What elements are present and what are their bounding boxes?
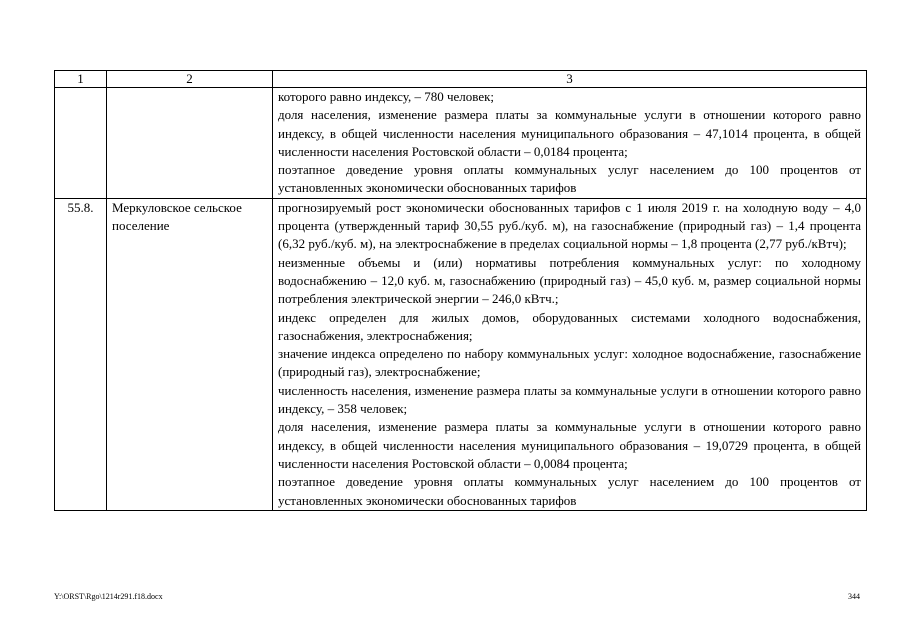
description-paragraph: которого равно индексу, – 780 человек; bbox=[278, 89, 495, 104]
header-col-1: 1 bbox=[55, 71, 107, 88]
description-paragraph: численность населения, изменение размера платы за коммунальные услуги в отношении которого равно индексу, – 358 человек; bbox=[278, 382, 861, 417]
row-description bbox=[273, 198, 867, 510]
description-paragraph: неизменные объемы и (или) нормативы потребления коммунальных услуг: по холодному водоснабжению – 12,0 куб. м, газоснабжению (природный газ) – 45,0 куб. м, размер социальной нормы потребления электрической энергии – 246,0 кВтч.; bbox=[278, 254, 861, 307]
tariff-table bbox=[54, 70, 867, 511]
description-paragraph: доля населения, изменение размера платы за коммунальные услуги в отношении которого равно индексу, в общей численности населения муниципального образования – 47,1014 процента, в общей численности населения Ростовской области – 0,0184 процента; bbox=[278, 107, 861, 159]
description-paragraph: доля населения, изменение размера платы за коммунальные услуги в отношении которого равно индексу, в общей численности населения муниципального образования – 19,0729 процента, в общей численности населения Ростовской области – 0,0084 процента; bbox=[278, 419, 861, 471]
row-number: 55.8. bbox=[55, 198, 107, 510]
description-paragraph: значение индекса определено по набору коммунальных услуг: холодное водоснабжение, газоснабжение (природный газ), электроснабжение; bbox=[278, 346, 861, 380]
row-description bbox=[273, 88, 867, 199]
description-paragraph: поэтапное доведение уровня оплаты коммунальных услуг населением до 100 процентов от установленных экономически обоснованных тарифов bbox=[278, 474, 861, 508]
description-paragraph: поэтапное доведение уровня оплаты коммунальных услуг населением до 100 процентов от установленных экономически обоснованных тарифов bbox=[278, 162, 861, 196]
footer-file-path: Y:\ORST\Rgo\1214r291.f18.docx bbox=[54, 592, 163, 601]
settlement-name: Меркуловское сельское поселение bbox=[107, 198, 273, 510]
header-col-2: 2 bbox=[107, 71, 273, 88]
footer-page-number: 344 bbox=[848, 592, 860, 601]
table-row bbox=[55, 198, 867, 510]
settlement-name bbox=[107, 88, 273, 199]
header-col-3: 3 bbox=[273, 71, 867, 88]
description-paragraph: индекс определен для жилых домов, оборудованных системами холодного водоснабжения, газоснабжения, электроснабжения; bbox=[278, 309, 861, 343]
description-paragraph: прогнозируемый рост экономически обоснованных тарифов с 1 июля 2019 г. на холодную воду – 4,0 процента (утвержденный тариф 30,55 руб./куб. м), на газоснабжение (природный газ) – 1,4 процента (6,32 руб./куб. м), на электроснабжение в пределах социальной нормы – 1,8 процента (2,77 руб./кВтч); bbox=[278, 199, 861, 252]
row-number bbox=[55, 88, 107, 199]
table-header-row bbox=[55, 71, 867, 88]
table-row bbox=[55, 88, 867, 199]
